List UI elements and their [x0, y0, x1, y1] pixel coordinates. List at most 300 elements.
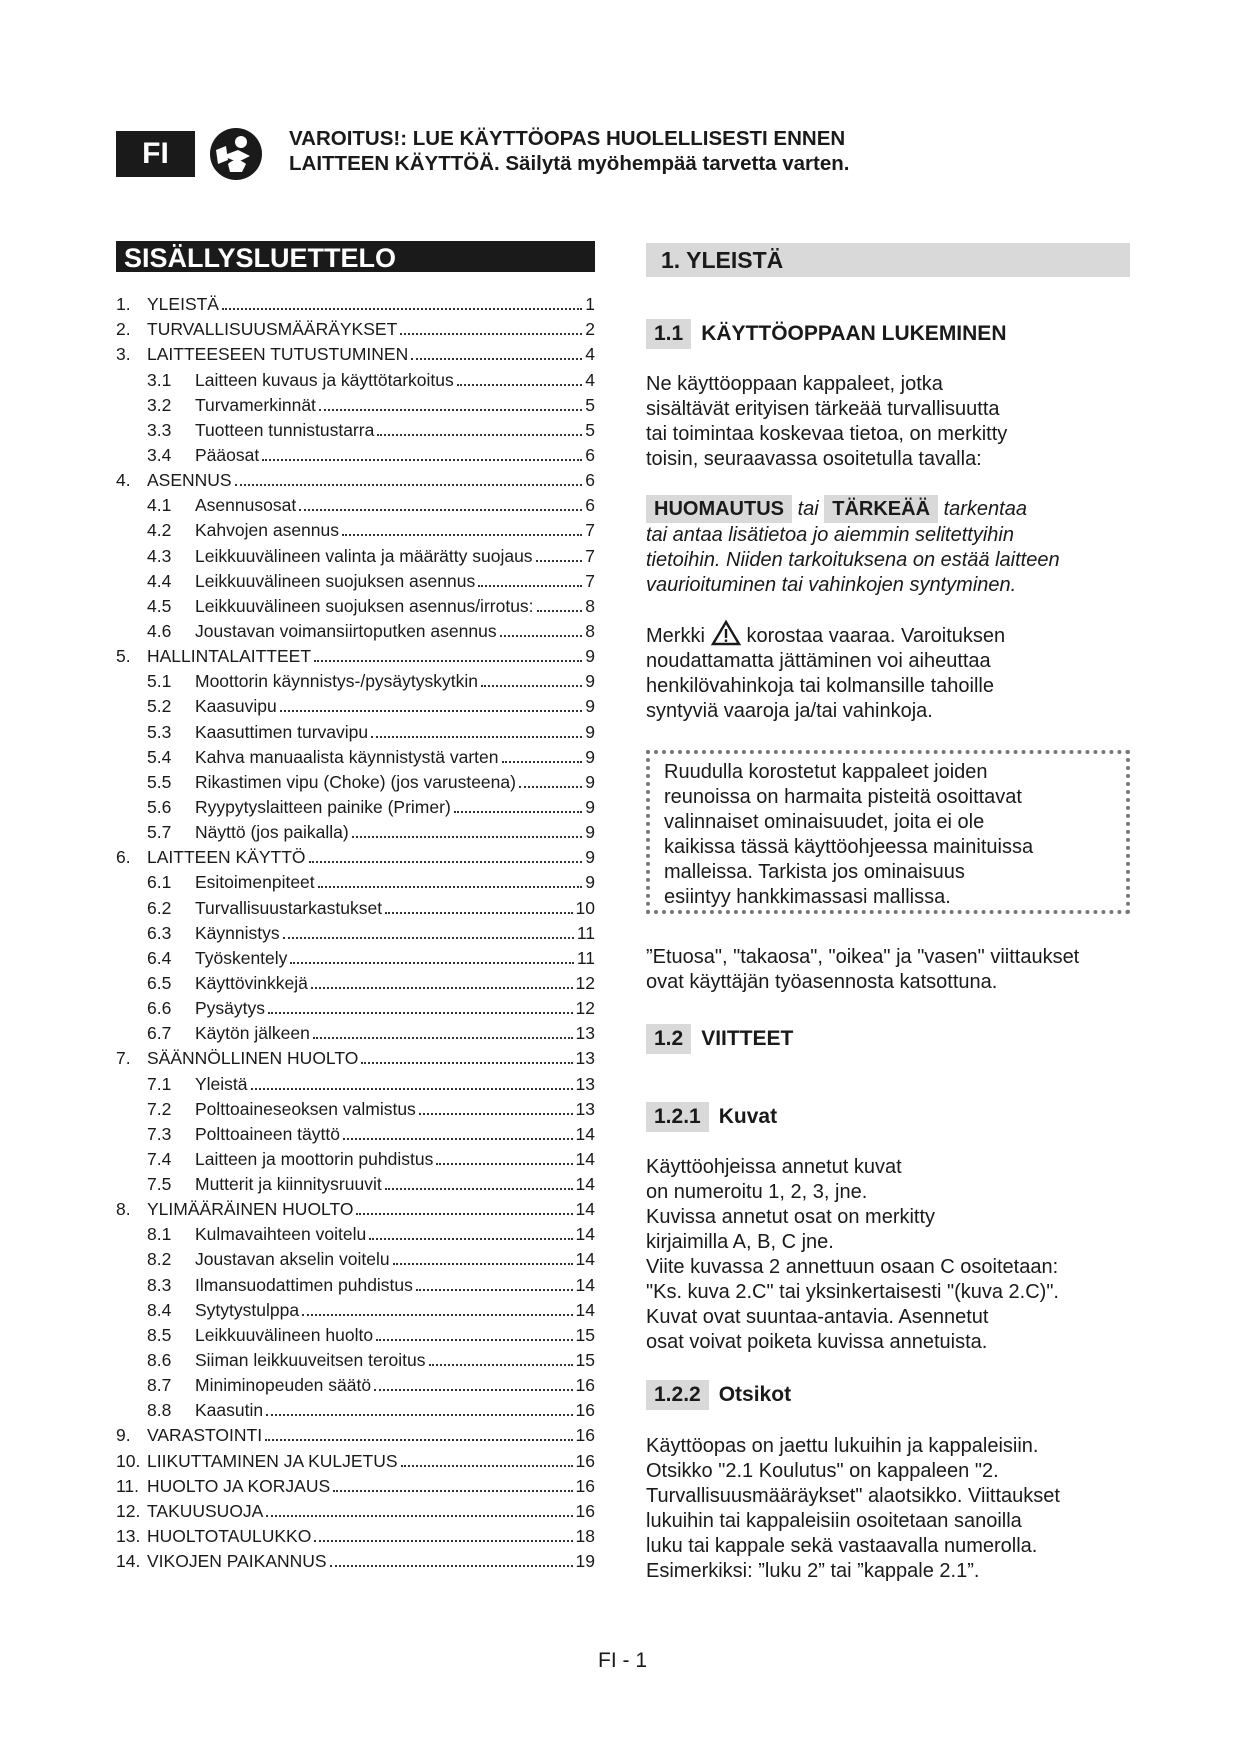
toc-entry-number: 8.6 — [147, 1350, 172, 1371]
toc-entry-title: Käytön jälkeen — [195, 1023, 310, 1044]
toc-entry-title: Joustavan voimansiirtoputken asennus — [195, 620, 497, 641]
toc-entry — [116, 340, 595, 365]
toc-entry-page: 9 — [585, 771, 595, 792]
toc-entry-number: 6.5 — [147, 972, 172, 993]
toc-entry-title: Leikkuuvälineen huolto — [195, 1324, 374, 1345]
note-connector: tai — [797, 498, 819, 520]
text-line: tai toimintaa koskevaa tietoa, on merkitty — [646, 423, 1008, 445]
text-line: Turvallisuusmääräykset" alaotsikko. Viittaukset — [646, 1485, 1060, 1507]
optional-features-box — [646, 750, 1130, 914]
toc-leader-dots — [302, 1314, 572, 1316]
toc-entry-title: Leikkuuvälineen valinta ja määrätty suojaus — [195, 545, 533, 566]
warning-line: VAROITUS!: LUE KÄYTTÖOPAS HUOLELLISESTI ENNEN — [289, 127, 846, 150]
toc-entry-page: 9 — [585, 646, 595, 667]
toc-leader-dots — [262, 459, 582, 461]
toc-leader-dots — [385, 1188, 573, 1190]
toc-entry-number: 3. — [116, 344, 131, 365]
toc-entry-number: 11. — [116, 1475, 140, 1496]
text-line: luku tai kappale sekä vastaavalla numerolla. — [646, 1535, 1038, 1557]
toc-entry-title: Turvamerkinnät — [195, 394, 316, 415]
toc-entry-page: 14 — [575, 1123, 595, 1144]
toc-entry-title: YLIMÄÄRÄINEN HUOLTO — [147, 1199, 354, 1220]
subsection-heading — [646, 1380, 791, 1410]
toc-leader-dots — [266, 1515, 572, 1517]
toc-entry — [116, 692, 595, 717]
toc-entry-title: Leikkuuvälineen suojuksen asennus/irrotus: — [195, 595, 534, 616]
toc-entry-number: 3.1 — [147, 369, 172, 390]
toc-entry-page: 6 — [585, 495, 595, 516]
toc-entry — [116, 1522, 595, 1547]
toc-entry — [116, 743, 595, 768]
toc-entry-page: 9 — [585, 847, 595, 868]
toc-leader-dots — [314, 1540, 572, 1542]
toc-leader-dots — [352, 836, 583, 838]
toc-leader-dots — [519, 786, 582, 788]
toc-entry-number: 6.3 — [147, 922, 172, 943]
toc-entry-number: 3.2 — [147, 394, 172, 415]
toc-entry — [116, 893, 595, 918]
text-line: ovat käyttäjän työasennosta katsottuna. — [646, 971, 998, 993]
toc-entry-page: 8 — [585, 595, 595, 616]
toc-entry-number: 3.3 — [147, 419, 172, 440]
toc-entry-page: 15 — [575, 1350, 595, 1371]
toc-entry-title: Ilmansuodattimen puhdistus — [195, 1274, 413, 1295]
toc-entry-title: Leikkuuvälineen suojuksen asennus — [195, 570, 476, 591]
warning-triangle-icon — [711, 620, 741, 646]
toc-entry — [116, 1019, 595, 1044]
toc-entry-page: 9 — [585, 696, 595, 717]
toc-entry — [116, 1446, 595, 1471]
toc-entry-number: 4.6 — [147, 620, 172, 641]
toc-entry-number: 5.5 — [147, 771, 172, 792]
toc-leader-dots — [500, 635, 583, 637]
text-line: Käyttöohjeissa annetut kuvat — [646, 1156, 902, 1178]
toc-entry-page: 7 — [585, 570, 595, 591]
toc-entry-number: 12. — [116, 1500, 141, 1521]
toc-entry — [116, 1396, 595, 1421]
toc-entry — [116, 1245, 595, 1270]
toc-entry — [116, 315, 595, 340]
toc-leader-dots — [299, 509, 582, 511]
toc-leader-dots — [401, 1465, 573, 1467]
toc-entry-number: 7.3 — [147, 1123, 172, 1144]
toc-entry — [116, 1472, 595, 1497]
toc-leader-dots — [235, 484, 583, 486]
toc-leader-dots — [419, 1113, 573, 1115]
text-line: Kuvissa annetut osat on merkitty — [646, 1206, 936, 1228]
toc-entry-title: Käyttövinkkejä — [195, 972, 308, 993]
toc-entry-title: Mutterit ja kiinnitysruuvit — [195, 1174, 382, 1195]
toc-entry-title: Laitteen ja moottorin puhdistus — [195, 1148, 434, 1169]
toc-entry-title: Työskentely — [195, 947, 288, 968]
toc-leader-dots — [377, 434, 582, 436]
toc-entry-number: 8.4 — [147, 1299, 172, 1320]
toc-entry-title: Näyttö (jos paikalla) — [195, 822, 349, 843]
toc-entry-title: LIIKUTTAMINEN JA KULJETUS — [147, 1450, 398, 1471]
toc-entry-page: 12 — [575, 972, 595, 993]
toc-entry-page: 12 — [575, 998, 595, 1019]
toc-entry-number: 5.4 — [147, 746, 172, 767]
toc-entry-number: 6. — [116, 847, 131, 868]
toc-entry-number: 2. — [116, 319, 131, 340]
toc-entry-page: 14 — [575, 1299, 595, 1320]
toc-entry — [116, 1296, 595, 1321]
toc-leader-dots — [222, 308, 582, 310]
toc-entry-number: 5.3 — [147, 721, 172, 742]
text-line: tietoihin. Niiden tarkoituksena on estää laitteen — [646, 549, 1060, 571]
toc-entry-number: 7. — [116, 1048, 131, 1069]
toc-entry — [116, 818, 595, 843]
toc-entry-number: 4.4 — [147, 570, 172, 591]
subsection-heading — [646, 1024, 793, 1054]
text-line: kirjaimilla A, B, C jne. — [646, 1231, 834, 1253]
toc-entry-page: 9 — [585, 746, 595, 767]
toc-entry — [116, 1044, 595, 1069]
subsection-heading — [646, 1102, 777, 1132]
toc-leader-dots — [369, 1238, 572, 1240]
subsection-title: Otsikot — [718, 1383, 792, 1406]
text-line: Otsikko "2.1 Koulutus" on kappaleen "2. — [646, 1460, 999, 1482]
toc-entry-title: LAITTEEN KÄYTTÖ — [147, 847, 306, 868]
toc-leader-dots — [318, 886, 583, 888]
toc-entry — [116, 793, 595, 818]
warning-paragraph — [646, 620, 1136, 724]
text-line: Viite kuvassa 2 annettuun osaan C osoitetaan: — [646, 1256, 1059, 1278]
toc-entry-page: 14 — [575, 1148, 595, 1169]
toc-entry — [116, 1220, 595, 1245]
toc-entry-title: Tuotteen tunnistustarra — [195, 419, 375, 440]
subsection-heading — [646, 319, 1006, 349]
language-badge: FI — [116, 131, 195, 177]
toc-entry-title: Polttoaineseoksen valmistus — [195, 1098, 416, 1119]
subsection-title: KÄYTTÖOPPAAN LUKEMINEN — [701, 322, 1007, 345]
subsection-number: 1.2.1 — [646, 1102, 709, 1132]
toc-entry — [116, 768, 595, 793]
toc-entry-number: 6.2 — [147, 897, 172, 918]
toc-entry-title: Esitoimenpiteet — [195, 872, 315, 893]
toc-leader-dots — [356, 1213, 572, 1215]
toc-leader-dots — [280, 710, 583, 712]
toc-leader-dots — [283, 937, 574, 939]
toc-leader-dots — [319, 409, 582, 411]
toc-leader-dots — [436, 1163, 572, 1165]
toc-entry — [116, 1497, 595, 1522]
toc-entry — [116, 1120, 595, 1145]
toc-entry-title: Polttoaineen täyttö — [195, 1123, 340, 1144]
text-line — [646, 620, 1136, 649]
text-line: tai antaa lisätietoa jo aiemmin selitettyihin — [646, 524, 1014, 546]
toc-entry-number: 14. — [116, 1551, 141, 1572]
toc-entry-title: ASENNUS — [147, 470, 232, 491]
toc-entry-title: Käynnistys — [195, 922, 280, 943]
toc-entry — [116, 391, 595, 416]
warning-heading — [289, 126, 929, 176]
toc-entry-number: 8. — [116, 1199, 131, 1220]
table-of-contents — [116, 290, 595, 1572]
toc-entry-number: 5. — [116, 646, 131, 667]
toc-entry-page: 11 — [576, 947, 595, 968]
headings-paragraph — [646, 1434, 1136, 1584]
subsection-title: VIITTEET — [701, 1027, 794, 1050]
toc-leader-dots — [371, 736, 582, 738]
text-line: malleissa. Tarkista jos ominaisuus — [664, 861, 965, 883]
toc-entry-title: Yleistä — [195, 1073, 248, 1094]
toc-leader-dots — [268, 1012, 573, 1014]
toc-entry-title: Pysäytys — [195, 998, 266, 1019]
toc-entry-page: 6 — [585, 444, 595, 465]
text-line: Kuvat ovat suuntaa-antavia. Asennetut — [646, 1306, 989, 1328]
toc-entry — [116, 843, 595, 868]
toc-entry-title: Moottorin käynnistys-/pysäytyskytkin — [195, 671, 479, 692]
text-line: sisältävät erityisen tärkeää turvallisuutta — [646, 398, 1000, 420]
toc-leader-dots — [343, 1138, 573, 1140]
toc-entry-title: VIKOJEN PAIKANNUS — [147, 1551, 327, 1572]
toc-entry-number: 1. — [116, 294, 131, 315]
toc-entry-number: 5.1 — [147, 671, 172, 692]
subsection-title: Kuvat — [718, 1105, 778, 1128]
toc-entry-number: 4.5 — [147, 595, 172, 616]
toc-entry-page: 13 — [575, 1023, 595, 1044]
toc-entry-title: Ryypytyslaitteen painike (Primer) — [195, 796, 451, 817]
toc-entry-number: 10. — [116, 1450, 141, 1471]
note-paragraph — [646, 495, 1136, 598]
toc-entry — [116, 290, 595, 315]
subsection-number: 1.2 — [646, 1024, 691, 1054]
toc-leader-dots — [429, 1364, 573, 1366]
toc-entry-number: 4.2 — [147, 520, 172, 541]
toc-entry-number: 6.7 — [147, 1023, 172, 1044]
text-line: on numeroitu 1, 2, 3, jne. — [646, 1181, 868, 1203]
toc-title: SISÄLLYSLUETTELO — [116, 241, 595, 272]
toc-entry — [116, 969, 595, 994]
toc-leader-dots — [481, 685, 582, 687]
toc-entry-page: 4 — [585, 344, 595, 365]
toc-entry-number: 3.4 — [147, 444, 172, 465]
toc-entry-page: 9 — [585, 796, 595, 817]
note-text: tarkentaa — [943, 498, 1027, 520]
toc-entry-page: 14 — [575, 1199, 595, 1220]
toc-entry-number: 4. — [116, 470, 131, 491]
toc-leader-dots — [333, 1490, 572, 1492]
toc-entry-number: 5.2 — [147, 696, 172, 717]
toc-entry-page: 19 — [575, 1551, 595, 1572]
toc-entry-page: 14 — [575, 1249, 595, 1270]
text-line: esiintyy hankkimassasi mallissa. — [664, 886, 951, 908]
toc-entry-title: Asennusosat — [195, 495, 297, 516]
toc-entry-page: 7 — [585, 545, 595, 566]
toc-entry-page: 10 — [575, 897, 595, 918]
toc-leader-dots — [502, 761, 583, 763]
toc-entry-title: VARASTOINTI — [147, 1425, 263, 1446]
toc-entry-title: HALLINTALAITTEET — [147, 646, 312, 667]
toc-entry-number: 9. — [116, 1425, 131, 1446]
toc-entry — [116, 1346, 595, 1371]
toc-entry-page: 13 — [575, 1098, 595, 1119]
toc-entry-number: 7.1 — [147, 1073, 172, 1094]
toc-entry — [116, 1321, 595, 1346]
toc-entry — [116, 541, 595, 566]
toc-leader-dots — [251, 1088, 573, 1090]
toc-leader-dots — [309, 861, 583, 863]
toc-entry-title: TURVALLISUUSMÄÄRÄYKSET — [147, 319, 398, 340]
text-line: syntyviä vaaroja ja/tai vahinkoja. — [646, 700, 933, 722]
toc-entry-page: 9 — [585, 671, 595, 692]
toc-entry-page: 15 — [575, 1324, 595, 1345]
toc-leader-dots — [400, 333, 582, 335]
toc-entry-title: TAKUUSUOJA — [147, 1500, 264, 1521]
toc-entry-number: 8.3 — [147, 1274, 172, 1295]
toc-entry-title: Sytytystulppa — [195, 1299, 300, 1320]
text-line: vaurioituminen tai vahinkojen syntyminen. — [646, 574, 1017, 596]
toc-leader-dots — [314, 660, 582, 662]
text-line: henkilövahinkoja tai kolmansille tahoille — [646, 675, 994, 697]
toc-entry — [116, 416, 595, 441]
warning-word: Merkki — [646, 625, 705, 647]
toc-leader-dots — [478, 585, 582, 587]
text-line: "Ks. kuva 2.C" tai yksinkertaisesti "(kuva 2.C)". — [646, 1281, 1059, 1303]
text-line: noudattamatta jättäminen voi aiheuttaa — [646, 650, 991, 672]
toc-leader-dots — [265, 1439, 572, 1441]
toc-leader-dots — [537, 610, 583, 612]
toc-entry-number: 7.2 — [147, 1098, 172, 1119]
toc-entry-number: 7.5 — [147, 1174, 172, 1195]
toc-entry-title: Kaasuvipu — [195, 696, 277, 717]
toc-leader-dots — [411, 358, 582, 360]
text-line: Ruudulla korostetut kappaleet joiden — [664, 761, 988, 783]
subsection-number: 1.1 — [646, 319, 691, 349]
toc-entry — [116, 1547, 595, 1572]
important-tag: TÄRKEÄÄ — [824, 495, 938, 523]
toc-entry-title: Kulmavaihteen voitelu — [195, 1224, 367, 1245]
toc-entry-number: 8.2 — [147, 1249, 172, 1270]
read-manual-icon — [208, 126, 264, 182]
text-line: osat voivat poiketa kuvissa annetuista. — [646, 1331, 988, 1353]
toc-entry — [116, 592, 595, 617]
toc-entry-page: 14 — [575, 1274, 595, 1295]
toc-entry-title: Miniminopeuden säätö — [195, 1375, 372, 1396]
toc-entry-number: 4.1 — [147, 495, 172, 516]
toc-entry-title: HUOLTOTAULUKKO — [147, 1526, 312, 1547]
toc-entry-page: 18 — [575, 1526, 595, 1547]
toc-leader-dots — [313, 1037, 573, 1039]
section-heading: 1. YLEISTÄ — [646, 243, 1130, 277]
toc-leader-dots — [330, 1565, 573, 1567]
toc-entry-number: 6.1 — [147, 872, 172, 893]
toc-entry-title: Joustavan akselin voitelu — [195, 1249, 390, 1270]
toc-entry — [116, 1421, 595, 1446]
toc-entry — [116, 994, 595, 1019]
toc-entry-page: 4 — [585, 369, 595, 390]
toc-entry-title: SÄÄNNÖLLINEN HUOLTO — [147, 1048, 359, 1069]
toc-entry-page: 13 — [575, 1073, 595, 1094]
toc-entry-page: 5 — [585, 394, 595, 415]
toc-entry-page: 16 — [575, 1500, 595, 1521]
toc-entry-page: 16 — [575, 1400, 595, 1421]
toc-entry-page: 11 — [576, 922, 595, 943]
toc-entry — [116, 516, 595, 541]
toc-entry-title: Kaasuttimen turvavipu — [195, 721, 369, 742]
note-tag: HUOMAUTUS — [646, 495, 792, 523]
toc-entry-title: Kahva manuaalista käynnistystä varten — [195, 746, 499, 767]
text-line: lukuihin tai kappaleisiin osoitetaan sanoilla — [646, 1510, 1022, 1532]
intro-paragraph — [646, 372, 1136, 472]
toc-entry — [116, 1270, 595, 1295]
text-line: toisin, seuraavassa osoitetulla tavalla: — [646, 448, 982, 470]
toc-entry-number: 4.3 — [147, 545, 172, 566]
toc-entry — [116, 868, 595, 893]
toc-entry — [116, 617, 595, 642]
toc-leader-dots — [536, 560, 583, 562]
toc-leader-dots — [376, 1339, 572, 1341]
toc-entry-number: 8.5 — [147, 1324, 172, 1345]
toc-entry-number: 5.7 — [147, 822, 172, 843]
toc-entry-title: YLEISTÄ — [147, 294, 219, 315]
toc-entry — [116, 491, 595, 516]
toc-entry — [116, 1095, 595, 1120]
text-line — [646, 495, 1136, 523]
toc-entry — [116, 567, 595, 592]
toc-entry-title: LAITTEESEEN TUTUSTUMINEN — [147, 344, 409, 365]
toc-entry-title: HUOLTO JA KORJAUS — [147, 1475, 331, 1496]
toc-entry-number: 13. — [116, 1526, 141, 1547]
toc-entry-number: 7.4 — [147, 1148, 172, 1169]
toc-entry-page: 14 — [575, 1224, 595, 1245]
toc-entry-number: 8.1 — [147, 1224, 172, 1245]
toc-entry — [116, 466, 595, 491]
toc-entry-number: 6.6 — [147, 998, 172, 1019]
toc-entry-page: 7 — [585, 520, 595, 541]
toc-entry — [116, 642, 595, 667]
toc-entry-number: 8.7 — [147, 1375, 172, 1396]
toc-entry — [116, 1069, 595, 1094]
toc-entry-number: 6.4 — [147, 947, 172, 968]
toc-leader-dots — [454, 811, 582, 813]
toc-entry-page: 16 — [575, 1425, 595, 1446]
toc-entry-page: 13 — [575, 1048, 595, 1069]
text-line: Ne käyttöoppaan kappaleet, jotka — [646, 373, 943, 395]
toc-entry-number: 5.6 — [147, 796, 172, 817]
warning-line: LAITTEEN KÄYTTÖÄ. Säilytä myöhempää tarvetta varten. — [289, 152, 850, 175]
toc-leader-dots — [393, 1263, 573, 1265]
toc-leader-dots — [290, 962, 573, 964]
toc-entry — [116, 1145, 595, 1170]
toc-entry-page: 5 — [585, 419, 595, 440]
toc-leader-dots — [416, 1289, 573, 1291]
text-line: reunoissa on harmaita pisteitä osoittavat — [664, 786, 1022, 808]
text-line: valinnaiset ominaisuudet, joita ei ole — [664, 811, 985, 833]
toc-entry-page: 16 — [575, 1375, 595, 1396]
toc-leader-dots — [385, 912, 572, 914]
toc-entry-title: Kaasutin — [195, 1400, 264, 1421]
toc-entry-number: 8.8 — [147, 1400, 172, 1421]
toc-entry-page: 2 — [585, 319, 595, 340]
toc-entry-title: Pääosat — [195, 444, 260, 465]
toc-entry — [116, 667, 595, 692]
toc-entry — [116, 717, 595, 742]
toc-entry-page: 14 — [575, 1174, 595, 1195]
toc-entry-page: 9 — [585, 872, 595, 893]
toc-entry — [116, 441, 595, 466]
toc-entry-page: 8 — [585, 620, 595, 641]
toc-leader-dots — [374, 1389, 572, 1391]
toc-entry-title: Siiman leikkuuveitsen teroitus — [195, 1350, 426, 1371]
toc-entry-page: 6 — [585, 470, 595, 491]
subsection-number: 1.2.2 — [646, 1380, 709, 1410]
toc-entry-title: Rikastimen vipu (Choke) (jos varusteena) — [195, 771, 516, 792]
toc-entry-title: Laitteen kuvaus ja käyttötarkoitus — [195, 369, 454, 390]
toc-entry — [116, 365, 595, 390]
toc-entry-page: 1 — [585, 294, 595, 315]
